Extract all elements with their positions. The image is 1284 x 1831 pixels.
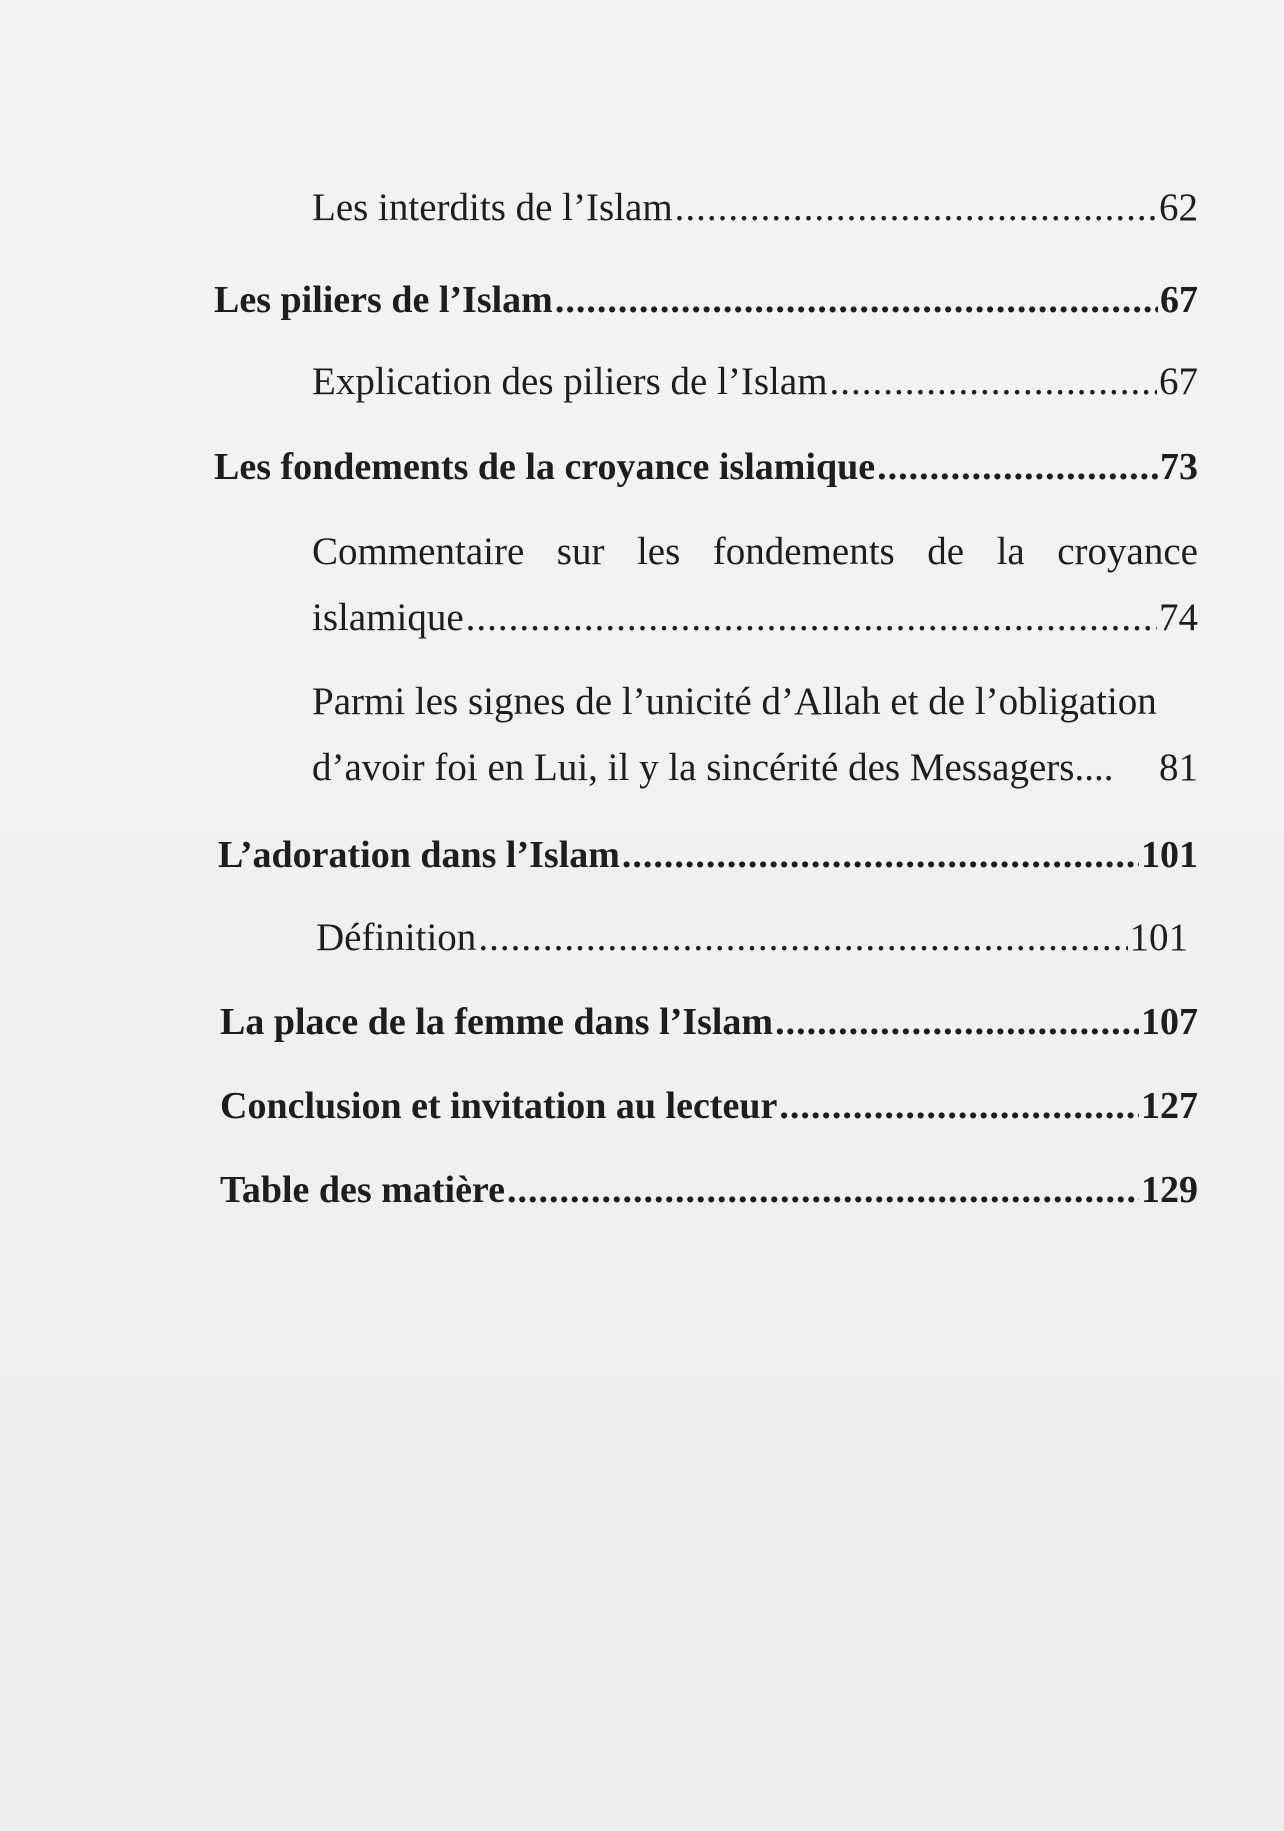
toc-entry-definition: [316, 918, 1188, 957]
toc-page-number: 74: [1159, 596, 1198, 639]
toc-entry-title: d’avoir foi en Lui, il y la sincérité des Messagers....: [312, 746, 1114, 789]
toc-page-number: 62: [1159, 186, 1198, 229]
toc-page-number: 101: [1141, 834, 1198, 876]
toc-word: fondements: [712, 530, 895, 573]
toc-word: les: [636, 530, 681, 573]
toc-page-number: 129: [1141, 1169, 1198, 1211]
toc-entry-title: La place de la femme dans l’Islam: [220, 1001, 774, 1043]
toc-page-number: 73: [1160, 446, 1198, 488]
toc-entry-commentaire-line1: [312, 532, 1198, 571]
dot-leader: [466, 598, 1157, 637]
toc-entry-title: Parmi les signes de l’unicité d’Allah et de l’obligation: [312, 680, 1157, 723]
toc-entry-piliers: [214, 281, 1198, 319]
toc-entry-title: Explication des piliers de l’Islam: [312, 360, 828, 403]
dot-leader: [622, 836, 1139, 874]
dot-leader: [877, 448, 1158, 486]
toc-entry-title: Conclusion et invitation au lecteur: [220, 1085, 778, 1127]
toc-entry-femme: [220, 1003, 1198, 1041]
toc-entry-title: Les interdits de l’Islam: [312, 186, 673, 229]
toc-entry-title: Table des matière: [220, 1169, 505, 1211]
toc-page-number: 81: [1159, 746, 1198, 789]
toc-entry-title: islamique: [312, 596, 464, 639]
toc-entry-title: Les fondements de la croyance islamique: [214, 446, 876, 488]
toc-page-number: 107: [1141, 1001, 1198, 1043]
dot-leader: [775, 1003, 1139, 1041]
toc-entry-interdits: [312, 188, 1198, 227]
toc-entry-title: Définition: [316, 916, 477, 959]
toc-page-number: 127: [1141, 1085, 1198, 1127]
toc-entry-commentaire-line2: [312, 598, 1198, 637]
toc-entry-signes-line2: [312, 748, 1198, 787]
toc-entry-table: [220, 1171, 1198, 1209]
toc-entry-title: Les piliers de l’Islam: [214, 279, 553, 321]
dot-leader: [830, 362, 1157, 401]
toc-page-number: 67: [1159, 360, 1198, 403]
toc-entry-conclusion: [220, 1087, 1198, 1125]
toc-word: la: [996, 530, 1025, 573]
dot-leader: [507, 1171, 1139, 1209]
dot-leader: [478, 918, 1127, 957]
dot-leader: [779, 1087, 1139, 1125]
toc-word: sur: [556, 530, 605, 573]
dot-leader: [675, 188, 1157, 227]
toc-entry-fondements: [214, 448, 1198, 486]
dot-leader: [555, 281, 1158, 319]
toc-entry-signes-line1: [312, 682, 1198, 721]
toc-entry-adoration: [218, 836, 1198, 874]
toc-word: de: [927, 530, 965, 573]
toc-word: croyance: [1057, 530, 1198, 573]
toc-entry-explication-piliers: [312, 362, 1198, 401]
toc-entry-title: L’adoration dans l’Islam: [218, 834, 620, 876]
toc-page-number: 101: [1129, 916, 1188, 959]
toc-word: Commentaire: [312, 530, 525, 573]
toc-page-number: 67: [1160, 279, 1198, 321]
